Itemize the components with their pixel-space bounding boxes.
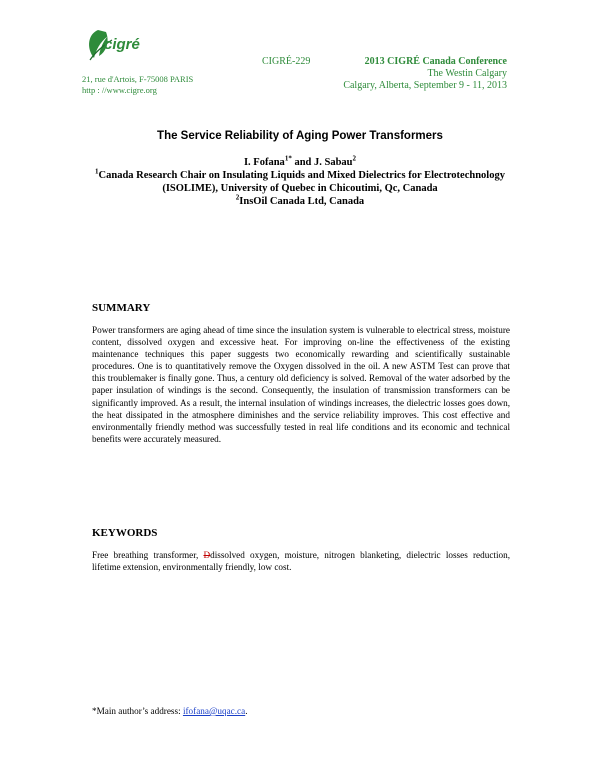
author-1-sup: 1* bbox=[284, 154, 292, 163]
affiliation-2 bbox=[90, 195, 510, 208]
affiliation-2-text: InsOil Canada Ltd, Canada bbox=[239, 196, 365, 207]
keywords-rest: dissolved oxygen, moisture, nitrogen blanketing, dielectric losses reduction, lifetime extension, environmentally friendly, low cost. bbox=[92, 550, 510, 573]
author-2: J. Sabau bbox=[314, 157, 353, 168]
footnote-end: . bbox=[245, 706, 248, 716]
paper-code: CIGRÉ-229 bbox=[262, 56, 311, 67]
author-2-sup: 2 bbox=[352, 154, 357, 163]
keywords-prefix: Free breathing transformer, bbox=[92, 550, 204, 560]
keywords-heading: KEYWORDS bbox=[92, 527, 158, 539]
affiliation-1-text: Canada Research Chair on Insulating Liquids and Mixed Dielectrics for Electrotechnology (ISOLIME), University of Quebec in Chicoutimi, Qc, Canada bbox=[98, 170, 505, 194]
author-1: I. Fofana bbox=[243, 157, 285, 168]
keywords-struck-char: D bbox=[203, 550, 211, 560]
affiliation-1-sup: 1 bbox=[95, 167, 99, 176]
keywords-text bbox=[92, 549, 510, 573]
conference-title: 2013 CIGRÉ Canada Conference bbox=[364, 56, 507, 67]
author-email-link[interactable]: ifofana@uqac.ca bbox=[182, 706, 246, 716]
summary-heading: SUMMARY bbox=[92, 302, 151, 314]
paper-title: The Service Reliability of Aging Power Transformers bbox=[157, 130, 443, 142]
author-names bbox=[90, 156, 510, 169]
footnote-label: *Main author’s address: bbox=[92, 706, 183, 716]
author-joiner: and bbox=[291, 157, 314, 168]
address-line: 21, rue d'Artois, F-75008 PARIS bbox=[82, 74, 194, 84]
website-line: http : //www.cigre.org bbox=[82, 85, 157, 95]
conference-info bbox=[287, 56, 507, 92]
affiliation-1 bbox=[90, 169, 510, 195]
summary-text: Power transformers are aging ahead of time since the insulation system is vulnerable to electrical stress, moisture content, dissolved oxygen and excessive heat. For improving on-line the effectiveness of the existing maintenance techniques this paper suggests two economically rewarding and scientifically sustainable procedures. One is to quantitatively remove the Oxygen dissolved in the oil. A new ASTM Test can prove that this troublemaker is finally gone. Thus, a century old deficiency is solved. Removal of the water adsorbed by the paper insulation of windings is the second. Consequently, the insulation of transmission transformers can be significantly improved. As a result, the internal insulation of windings increases, the dielectric losses goes down, the heat dissipated in the atmosphere diminishes and the service reliability improves. This cost effective and environmentally friendly method was successfully tested in real life conditions and its economic and technical benefits were accurately measured. bbox=[92, 325, 510, 444]
footnote bbox=[92, 706, 248, 716]
logo-wordmark: cigré bbox=[104, 36, 140, 53]
cigre-logo bbox=[80, 24, 142, 66]
conference-venue: The Westin Calgary bbox=[427, 68, 507, 79]
conference-location-dates: Calgary, Alberta, September 9 - 11, 2013 bbox=[343, 80, 507, 91]
affiliation-2-sup: 2 bbox=[235, 193, 240, 202]
cigre-address bbox=[82, 74, 193, 96]
authors-block bbox=[90, 156, 510, 208]
